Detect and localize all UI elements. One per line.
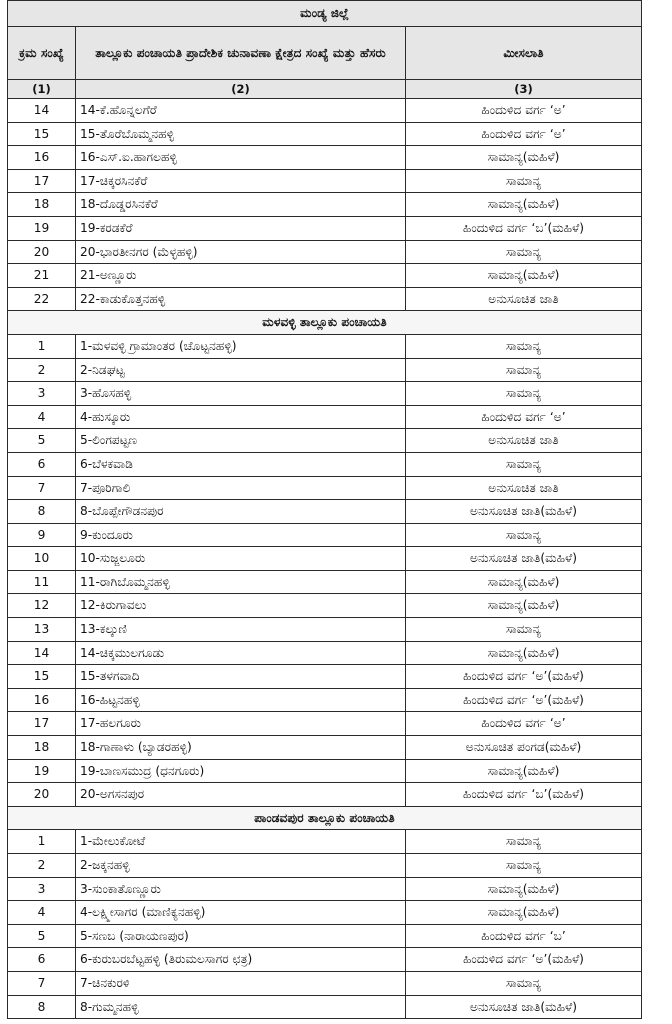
serial-cell: 2 [8,854,76,878]
serial-cell: 14 [8,641,76,665]
table-row [8,452,642,476]
table-row [8,570,642,594]
constituency-cell: 4-ಹುಸ್ಕೂರು [76,405,406,429]
reservation-cell: ಸಾಮಾನ್ಯ(ಮಹಿಳೆ) [406,759,642,783]
reservation-cell: ಅನುಸೂಚಿತ ಜಾತಿ [406,287,642,311]
constituency-cell: 11-ರಾಗಿಬೊಮ್ಮನಹಳ್ಳಿ [76,570,406,594]
serial-cell: 21 [8,264,76,288]
reservation-cell: ಸಾಮಾನ್ಯ(ಮಹಿಳೆ) [406,570,642,594]
reservation-cell: ಸಾಮಾನ್ಯ(ಮಹಿಳೆ) [406,641,642,665]
reservation-cell: ಸಾಮಾನ್ಯ [406,358,642,382]
table-row [8,877,642,901]
constituency-cell: 19-ಬಾಣಸಮುದ್ರ (ಧನಗೂರು) [76,759,406,783]
reservation-cell: ಸಾಮಾನ್ಯ [406,523,642,547]
serial-cell: 16 [8,688,76,712]
serial-cell: 3 [8,877,76,901]
table-row [8,547,642,571]
table-row [8,382,642,406]
serial-cell: 18 [8,193,76,217]
serial-cell: 11 [8,570,76,594]
constituency-cell: 16-ಎಸ್.ಐ.ಹಾಗಲಹಳ್ಳಿ [76,146,406,170]
serial-header: ಕ್ರಮ ಸಂಖ್ಯೆ [8,27,76,80]
taluk-section-row [8,806,642,830]
serial-cell: 17 [8,169,76,193]
constituency-cell: 4-ಲಕ್ಷ್ಮೀಸಾಗರ (ಮಾಣಿಕ್ಯನಹಳ್ಳಿ) [76,901,406,925]
constituency-cell: 6-ಕುರುಬರಬೆಟ್ಟಹಳ್ಳಿ (ತಿರುಮಲಸಾಗರ ಛತ್ರ) [76,948,406,972]
serial-cell: 13 [8,618,76,642]
serial-cell: 10 [8,547,76,571]
reservation-table-sheet [7,0,641,1019]
reservation-cell: ಸಾಮಾನ್ಯ [406,382,642,406]
column-number: (2) [76,80,406,99]
constituency-cell: 15-ತಳಗವಾದಿ [76,665,406,689]
constituency-cell: 20-ಅಗಸನಪುರ [76,783,406,807]
reservation-cell: ಸಾಮಾನ್ಯ [406,854,642,878]
table-row [8,830,642,854]
constituency-cell: 12-ಕಿರುಗಾವಲು [76,594,406,618]
serial-cell: 22 [8,287,76,311]
reservation-cell: ಅನುಸೂಚಿತ ಜಾತಿ(ಮಹಿಳೆ) [406,500,642,524]
constituency-cell: 1-ಮೇಲುಕೋಟೆ [76,830,406,854]
table-row [8,665,642,689]
table-row [8,924,642,948]
constituency-cell: 3-ಸುಂಕಾತೊಣ್ಣೂರು [76,877,406,901]
column-number-row [8,80,642,99]
table-row [8,146,642,170]
constituency-cell: 14-ಚಿಕ್ಕಮುಲಗೂಡು [76,641,406,665]
reservation-cell: ಹಿಂದುಳಿದ ವರ್ಗ ‘ಅ’ [406,122,642,146]
table-row [8,264,642,288]
table-row [8,500,642,524]
constituency-cell: 3-ಹೊಸಹಳ್ಳಿ [76,382,406,406]
serial-cell: 19 [8,216,76,240]
constituency-cell: 5-ಲಿಂಗಪಟ್ಟಣ [76,429,406,453]
serial-cell: 20 [8,783,76,807]
serial-cell: 15 [8,122,76,146]
serial-cell: 5 [8,429,76,453]
table-row [8,334,642,358]
reservation-cell: ಸಾಮಾನ್ಯ(ಮಹಿಳೆ) [406,146,642,170]
reservation-cell: ಅನುಸೂಚಿತ ಜಾತಿ(ಮಹಿಳೆ) [406,547,642,571]
constituency-cell: 22-ಕಾಡುಕೊತ್ತನಹಳ್ಳಿ [76,287,406,311]
table-row [8,429,642,453]
serial-cell: 1 [8,334,76,358]
reservation-cell: ಹಿಂದುಳಿದ ವರ್ಗ ‘ಬ’ [406,924,642,948]
reservation-cell: ಹಿಂದುಳಿದ ವರ್ಗ ‘ಅ’(ಮಹಿಳೆ) [406,688,642,712]
table-row [8,216,642,240]
constituency-header: ತಾಲ್ಲೂಕು ಪಂಚಾಯತಿ ಪ್ರಾದೇಶಿಕ ಚುನಾವಣಾ ಕ್ಷೇತ್ರದ ಸಂಖ್ಯೆ ಮತ್ತು ಹೆಸರು [76,27,406,80]
reservation-cell: ಸಾಮಾನ್ಯ [406,971,642,995]
reservation-cell: ಅನುಸೂಚಿತ ಜಾತಿ [406,476,642,500]
serial-cell: 5 [8,924,76,948]
reservation-cell: ಹಿಂದುಳಿದ ವರ್ಗ ‘ಅ’(ಮಹಿಳೆ) [406,948,642,972]
serial-cell: 15 [8,665,76,689]
serial-cell: 8 [8,995,76,1019]
constituency-cell: 2-ಜಕ್ಕನಹಳ್ಳಿ [76,854,406,878]
table-row [8,688,642,712]
table-row [8,854,642,878]
serial-cell: 18 [8,736,76,760]
column-number: (3) [406,80,642,99]
serial-cell: 20 [8,240,76,264]
constituency-cell: 8-ಬೊಪ್ಪೇಗೌಡನಪುರ [76,500,406,524]
reservation-cell: ಅನುಸೂಚಿತ ಜಾತಿ [406,429,642,453]
reservation-cell: ಸಾಮಾನ್ಯ(ಮಹಿಳೆ) [406,901,642,925]
table-row [8,405,642,429]
table-row [8,783,642,807]
constituency-cell: 21-ಅಣ್ಣೂರು [76,264,406,288]
reservation-cell: ಹಿಂದುಳಿದ ವರ್ಗ ‘ಅ’ [406,405,642,429]
serial-cell: 3 [8,382,76,406]
column-header-row [8,27,642,80]
reservation-cell: ಅನುಸೂಚಿತ ಜಾತಿ(ಮಹಿಳೆ) [406,995,642,1019]
reservation-table [7,0,642,1019]
reservation-cell: ಸಾಮಾನ್ಯ [406,240,642,264]
reservation-cell: ಹಿಂದುಳಿದ ವರ್ಗ ‘ಅ’(ಮಹಿಳೆ) [406,665,642,689]
column-number: (1) [8,80,76,99]
table-row [8,971,642,995]
table-row [8,240,642,264]
serial-cell: 19 [8,759,76,783]
taluk-section-title: ಪಾಂಡವಪುರ ತಾಲ್ಲೂಕು ಪಂಚಾಯತಿ [8,806,642,830]
table-row [8,736,642,760]
table-row [8,594,642,618]
reservation-cell: ಸಾಮಾನ್ಯ(ಮಹಿಳೆ) [406,264,642,288]
serial-cell: 12 [8,594,76,618]
table-row [8,901,642,925]
serial-cell: 17 [8,712,76,736]
constituency-cell: 19-ಕರಡಕೆರೆ [76,216,406,240]
constituency-cell: 7-ಪೂರಿಗಾಲಿ [76,476,406,500]
serial-cell: 16 [8,146,76,170]
reservation-cell: ಸಾಮಾನ್ಯ(ಮಹಿಳೆ) [406,877,642,901]
constituency-cell: 7-ಚಿನಕುರಳಿ [76,971,406,995]
serial-cell: 9 [8,523,76,547]
reservation-cell: ಸಾಮಾನ್ಯ [406,618,642,642]
constituency-cell: 6-ಬೆಳಕವಾಡಿ [76,452,406,476]
constituency-cell: 18-ದೊಡ್ಡರಸಿನಕೆರೆ [76,193,406,217]
serial-cell: 14 [8,99,76,123]
table-row [8,618,642,642]
table-row [8,476,642,500]
table-row [8,193,642,217]
table-row [8,358,642,382]
constituency-cell: 16-ಹಿಟ್ಟನಹಳ್ಳಿ [76,688,406,712]
reservation-cell: ಸಾಮಾನ್ಯ(ಮಹಿಳೆ) [406,594,642,618]
serial-cell: 8 [8,500,76,524]
constituency-cell: 17-ಚಿಕ್ಕರಸಿನಕೆರೆ [76,169,406,193]
table-row [8,759,642,783]
table-row [8,122,642,146]
constituency-cell: 5-ಸಣಬ (ನಾರಾಯಣಪುರ) [76,924,406,948]
reservation-cell: ಸಾಮಾನ್ಯ [406,169,642,193]
constituency-cell: 15-ತೊರೆಬೊಮ್ಮನಹಳ್ಳಿ [76,122,406,146]
serial-cell: 1 [8,830,76,854]
reservation-cell: ಸಾಮಾನ್ಯ(ಮಹಿಳೆ) [406,193,642,217]
constituency-cell: 14-ಕೆ.ಹೊನ್ನಲಗೆರೆ [76,99,406,123]
reservation-cell: ಹಿಂದುಳಿದ ವರ್ಗ ‘ಅ’ [406,99,642,123]
constituency-cell: 8-ಗುಮ್ಮನಹಳ್ಳಿ [76,995,406,1019]
reservation-cell: ಹಿಂದುಳಿದ ವರ್ಗ ‘ಬ’(ಮಹಿಳೆ) [406,783,642,807]
reservation-cell: ಸಾಮಾನ್ಯ [406,830,642,854]
table-row [8,99,642,123]
constituency-cell: 20-ಭಾರತೀನಗರ (ಮೆಳ್ಳಹಳ್ಳಿ) [76,240,406,264]
constituency-cell: 13-ಕಲ್ಕುಣಿ [76,618,406,642]
serial-cell: 7 [8,971,76,995]
table-row [8,641,642,665]
table-row [8,712,642,736]
reservation-cell: ಅನುಸೂಚಿತ ಪಂಗಡ(ಮಹಿಳೆ) [406,736,642,760]
serial-cell: 4 [8,405,76,429]
district-title: ಮಂಡ್ಯ ಜಿಲ್ಲೆ [8,1,642,27]
table-row [8,169,642,193]
table-body [8,99,642,1019]
reservation-cell: ಹಿಂದುಳಿದ ವರ್ಗ ‘ಅ’ [406,712,642,736]
reservation-cell: ಸಾಮಾನ್ಯ [406,334,642,358]
constituency-cell: 2-ನಿಡಘಟ್ಟ [76,358,406,382]
constituency-cell: 9-ಕುಂದೂರು [76,523,406,547]
serial-cell: 2 [8,358,76,382]
district-title-row [8,1,642,27]
reservation-header: ಮೀಸಲಾತಿ [406,27,642,80]
table-row [8,523,642,547]
constituency-cell: 10-ಸುಜ್ಜಲೂರು [76,547,406,571]
serial-cell: 6 [8,948,76,972]
table-row [8,287,642,311]
table-row [8,995,642,1019]
serial-cell: 4 [8,901,76,925]
serial-cell: 6 [8,452,76,476]
constituency-cell: 17-ಹಲಗೂರು [76,712,406,736]
table-row [8,948,642,972]
reservation-cell: ಹಿಂದುಳಿದ ವರ್ಗ ‘ಬ’(ಮಹಿಳೆ) [406,216,642,240]
constituency-cell: 1-ಮಳವಳ್ಳಿ ಗ್ರಾಮಾಂತರ (ಚೊಟ್ಟನಹಳ್ಳಿ) [76,334,406,358]
reservation-cell: ಸಾಮಾನ್ಯ [406,452,642,476]
taluk-section-title: ಮಳವಳ್ಳಿ ತಾಲ್ಲೂಕು ಪಂಚಾಯತಿ [8,311,642,335]
constituency-cell: 18-ಗಾಣಾಳು (ಬ್ಯಾಡರಹಳ್ಳಿ) [76,736,406,760]
taluk-section-row [8,311,642,335]
serial-cell: 7 [8,476,76,500]
